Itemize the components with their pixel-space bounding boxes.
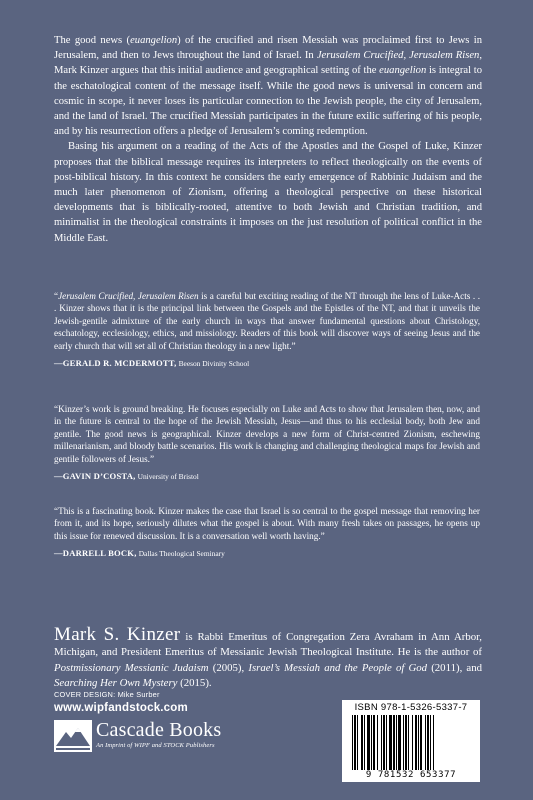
publisher-name: Cascade Books [96,719,222,741]
endorsement-text: “Kinzer’s work is ground breaking. He focuses especially on Luke and Acts to show that Jerusalem then, now, and in the future is central to the hope of the Jewish Messiah, Jesus—and thus to his ecclesial body, both Jew and gentile. The good news is geographical. Kinzer develops a new form of Christ-centred Zionism, eschewing millenarianism, and bloody battle scenarios. His work is changing and challenging theological maps for Jewish and gentile followers of Jesus.” [54,404,480,464]
endorser-affiliation: Dallas Theological Seminary [138,549,225,559]
credits [54,690,188,714]
endorsement-mcdermott [54,290,480,370]
publisher-tagline: An Imprint of WIPF and STOCK Publishers [96,742,215,749]
description-paragraph-1 [54,33,482,139]
book-title-italic: Postmissionary Messianic Judaism [54,661,209,674]
author-bio: Mark S. Kinzer is Rabbi Emeritus of Congregation Zera Avraham in Ann Arbor, Michigan, and President Emeritus of Messianic Jewish Theological Institute. He is the author of Postmissionary Messianic Judaism (2005), Israel’s Messiah and the People of God (2011), and Searching Her Own Mystery (2015). [54,624,482,690]
endorser-name: —GERALD R. MCDERMOTT, [54,358,177,369]
book-title-italic: Jerusalem Crucified, Jerusalem Risen [316,50,480,62]
author-name: Mark S. Kinzer [54,624,181,645]
description-italic: euangelion [130,35,178,46]
book-title-italic: Searching Her Own Mystery [54,677,178,690]
description-text: The good news ( [54,35,131,46]
description-text: , Mark Kinzer argues that this initial audience and geographical setting of the [54,50,482,77]
endorsement-text: “This is a fascinating book. Kinzer makes the case that Israel is so central to the gospel message that removing her from it, and its hope, seriously dilutes what the gospel is about. With many fresh takes on passages, he opens up this issue for renewed discussion. It is a conversation well worth having.” [54,506,480,541]
isbn-barcode-box [342,700,480,782]
book-title-italic: Israel’s Messiah and the People of God [248,661,428,674]
endorser-affiliation: University of Bristol [137,472,199,482]
cover-design-credit: COVER DESIGN: Mike Surber [54,690,160,699]
endorsement-attribution [54,357,480,370]
description-text: ) of the crucified and risen Messiah was proclaimed first to Jews in Jerusalem, and then to Jews throughout the land of Israel. In [54,35,483,62]
barcode-icon [350,715,472,770]
book-title-italic: Jerusalem Crucified, Jerusalem Risen [58,291,199,301]
endorser-affiliation: Beeson Divinity School [178,359,250,369]
endorsement-bock [54,505,480,561]
description-paragraph-2: Basing his argument on a reading of the Acts of the Apostles and the Gospel of Luke, Kinzer proposes that the biblical message requires its interpreters to reflect theologically on the events of post-biblical history. In this context he considers the early emergence of Rabbinic Judaism and the much later phenomenon of Zionism, offering a theological perspective on these historical developments that is biblically-rooted, attentive to both Jewish and Christian tradition, and minimalist in the theological constraints it imposes on the just resolution of political conflict in the Middle East. [54,141,482,244]
endorser-name: —GAVIN D’COSTA, [54,471,136,482]
description-italic: euangelion [379,65,427,77]
ean-digits: 9 781532 653377 [365,770,457,780]
endorser-name: —DARRELL BOCK, [54,548,137,559]
mountain-logo-icon [54,720,92,752]
endorsement-dcosta [54,403,480,483]
endorsement-attribution [54,547,480,560]
description-text: is integral to the eschatological content of the message itself. While the good news is universal in concern and cosmic in scope, it never loses its particular connection to the Jewish people, the city of Jerusalem, and the land of Israel. The crucified Messiah participates in the future exilic suffering of his people, and by his resurrection offers a pledge of Jerusalem’s coming redemption. [54,65,483,138]
publisher-logo [54,720,254,754]
endorsement-text: “Jerusalem Crucified, Jerusalem Risen is a careful but exciting reading of the NT through the lens of Luke-Acts . . . Kinzer shows that it is the principal link between the Gospels and the Epistles of the NT, and that it unveils the Jewish-gentile admixture of the early church in ways that answer fundamental questions about Christology, eschatology, ecclesiology, ethics, and missiology. Readers of this book will discover ways of seeing Jesus and the early church that will set all of Christian theology in a new light.” [54,291,480,351]
isbn-number: ISBN 978-1-5326-5337-7 [354,702,468,713]
book-description [54,33,482,246]
endorsement-attribution [54,470,480,483]
publisher-website[interactable]: www.wipfandstock.com [54,702,188,714]
